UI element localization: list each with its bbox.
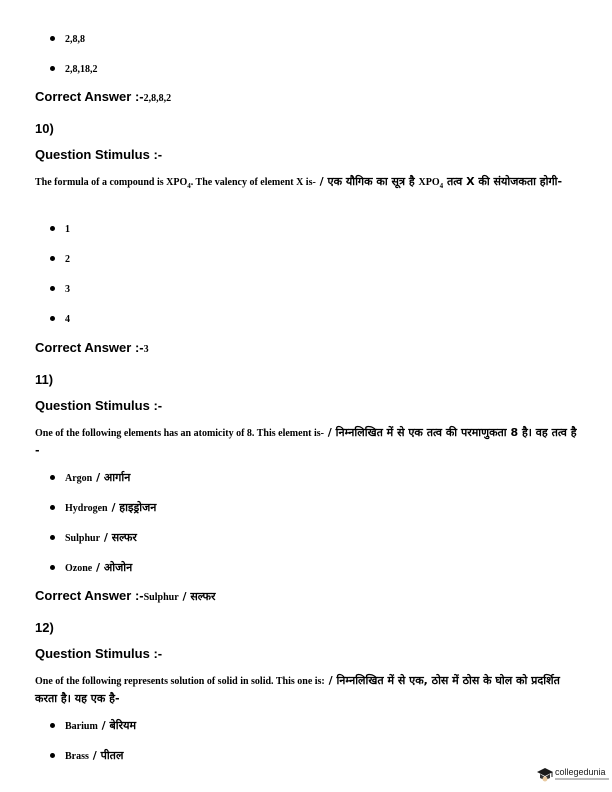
- graduation-cap-icon: [536, 767, 554, 783]
- bullet-icon: [50, 565, 55, 570]
- q11-stimulus-label: Question Stimulus :-: [35, 398, 163, 413]
- q9-option-4: 2,8,18,2: [50, 64, 98, 75]
- q11-option-2: Hydrogen / हाइड्रोजन: [50, 500, 156, 515]
- q11-option-3: Sulphur / सल्फर: [50, 530, 137, 545]
- bullet-icon: [50, 36, 55, 41]
- bullet-icon: [50, 286, 55, 291]
- brand-name: collegedunia: [555, 767, 606, 777]
- collegedunia-logo: [536, 765, 612, 785]
- bullet-icon: [50, 66, 55, 71]
- q10-option-3: 3: [50, 284, 70, 295]
- q9-correct-answer: Correct Answer :-2,8,8,2: [35, 89, 172, 104]
- bullet-icon: [50, 475, 55, 480]
- q10-correct-answer: Correct Answer :-3: [35, 340, 149, 355]
- bullet-icon: [50, 226, 55, 231]
- bullet-icon: [50, 256, 55, 261]
- q10-option-1: 1: [50, 224, 70, 235]
- q10-number: 10): [35, 121, 54, 136]
- q12-number: 12): [35, 620, 54, 635]
- q11-correct-answer: Correct Answer :-Sulphur / सल्फर: [35, 588, 216, 603]
- bullet-icon: [50, 723, 55, 728]
- q11-option-4: Ozone / ओजोन: [50, 560, 132, 575]
- q11-option-1: Argon / आर्गान: [50, 470, 130, 485]
- bullet-icon: [50, 535, 55, 540]
- bullet-icon: [50, 505, 55, 510]
- q9-option-3: 2,8,8: [50, 34, 85, 45]
- q10-option-2: 2: [50, 254, 70, 265]
- q12-option-1: Barium / बेरियम: [50, 718, 136, 733]
- q12-stimulus-label: Question Stimulus :-: [35, 646, 163, 661]
- q11-stimulus-text: One of the following elements has an atomicity of 8. This element is- / निम्नलिखित में से एक तत्व की परमाणुकता 8 है। वह तत्व है -: [35, 426, 577, 457]
- bullet-icon: [50, 316, 55, 321]
- q12-option-2: Brass / पीतल: [50, 748, 123, 763]
- q10-option-4: 4: [50, 314, 70, 325]
- brand-tagline-line: [555, 778, 609, 780]
- q10-stimulus-label: Question Stimulus :-: [35, 147, 163, 162]
- q10-stimulus-text: The formula of a compound is $XPO_4$. The valency of element X is- / एक यौगिक का सूत्र है $XPO_4$ तत्व X की संयोजकता होगी-: [35, 175, 563, 190]
- bullet-icon: [50, 753, 55, 758]
- q11-number: 11): [35, 372, 54, 387]
- q12-stimulus-text: One of the following represents solution of solid in solid. This one is: / निम्नलिखित में से एक, ठोस में ठोस के घोल को प्रदर्शित करता है। यह एक है-: [35, 674, 560, 705]
